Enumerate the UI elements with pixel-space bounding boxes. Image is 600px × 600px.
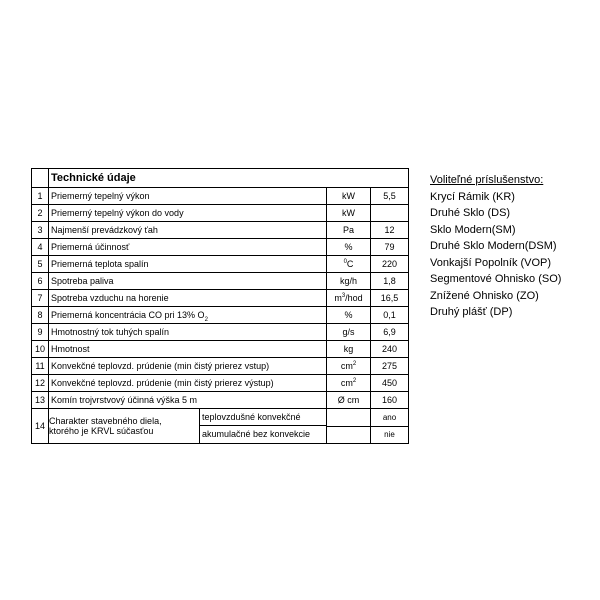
accessory-item: Druhý plášť (DP) (430, 306, 513, 318)
table-row (32, 409, 409, 444)
table-row (32, 273, 409, 290)
row-value: 0,1 (371, 307, 409, 324)
unit-rest: /hod (345, 293, 363, 303)
table-row (32, 290, 409, 307)
row-value: 160 (371, 392, 409, 409)
row-label: Priemerná účinnosť (49, 239, 327, 256)
row-label: Priemerná teplota spalín (49, 256, 327, 273)
row-unit (327, 409, 371, 444)
row-unit (327, 256, 371, 273)
value-no: nie (384, 429, 395, 439)
accessory-item: Vonkajší Popolník (VOP) (430, 256, 552, 269)
row-value: 16,5 (371, 290, 409, 307)
row-label (49, 409, 327, 444)
unit-superscript: 0 (343, 259, 347, 265)
row-value: 450 (371, 375, 409, 392)
table-row (32, 375, 409, 392)
row-unit: kg (327, 341, 371, 358)
table-row (32, 324, 409, 341)
table-row (32, 222, 409, 239)
unit-main: cm (340, 378, 353, 388)
row-number: 14 (32, 409, 49, 444)
row-label: Komín trojvrstvový účinná výška 5 m (49, 392, 327, 409)
row-label: Hmotnostný tok tuhých spalín (49, 324, 327, 341)
row-unit: kW (327, 188, 371, 205)
row-value: 220 (371, 256, 409, 273)
row-value: 6,9 (371, 324, 409, 341)
table-title-row (32, 169, 409, 188)
row-value (371, 409, 409, 444)
row-unit: % (327, 239, 371, 256)
row-unit: kg/h (327, 273, 371, 290)
row-label: Priemerný tepelný výkon do vody (49, 205, 327, 222)
unit-main: cm (340, 361, 353, 371)
row-label: Spotreba paliva (49, 273, 327, 290)
row-label: Hmotnost (49, 341, 327, 358)
row-number: 7 (32, 290, 49, 307)
row-unit: Ø cm (327, 392, 371, 409)
row-number: 13 (32, 392, 49, 409)
row-value (371, 205, 409, 222)
title-spacer (32, 169, 49, 188)
unit-superscript: 2 (352, 361, 357, 367)
row-number: 12 (32, 375, 49, 392)
row-number: 11 (32, 358, 49, 375)
row-label: Priemerný tepelný výkon (49, 188, 327, 205)
row-number: 4 (32, 239, 49, 256)
structure-options (200, 409, 326, 443)
table-row (32, 188, 409, 205)
row-value: 79 (371, 239, 409, 256)
value-yes: ano (371, 410, 408, 427)
row-number: 9 (32, 324, 49, 341)
unit-superscript: 2 (352, 378, 357, 384)
row-unit: Pa (327, 222, 371, 239)
accessory-item: Znížené Ohnisko (ZO) (430, 289, 539, 302)
accessories-title: Voliteľné príslušenstvo: (430, 174, 544, 186)
row-value: 1,8 (371, 273, 409, 290)
accessory-item: Krycí Rámik (KR) (430, 190, 515, 203)
row-number: 2 (32, 205, 49, 222)
row-number: 8 (32, 307, 49, 324)
unit-blank-top (327, 410, 370, 427)
row-unit: kW (327, 205, 371, 222)
accessories-list (430, 172, 561, 321)
row-label-text: Priemerná koncentrácia CO pri 13% O (51, 310, 205, 320)
structure-label-line2: ktorého je KRVL súčasťou (49, 426, 154, 436)
row-label: Spotreba vzduchu na horenie (49, 290, 327, 307)
table-row (32, 239, 409, 256)
row-label: Konvekčné teplovzd. prúdenie (min čistý prierez výstup) (49, 375, 327, 392)
table-row (32, 256, 409, 273)
row-value: 275 (371, 358, 409, 375)
row-label: Najmenší prevádzkový ťah (49, 222, 327, 239)
row-value: 240 (371, 341, 409, 358)
row-number: 5 (32, 256, 49, 273)
accessory-item: Segmentové Ohnisko (SO) (430, 273, 562, 285)
row-number: 10 (32, 341, 49, 358)
row-unit (327, 375, 371, 392)
table-row (32, 358, 409, 375)
row-label: Konvekčné teplovzd. prúdenie (min čistý prierez vstup) (49, 358, 327, 375)
table-title: Technické údaje (49, 169, 409, 188)
table-row (32, 307, 409, 324)
row-unit: % (327, 307, 371, 324)
row-value: 5,5 (371, 188, 409, 205)
accessory-item: Druhé Sklo Modern(DSM) (430, 240, 557, 252)
table-row (32, 341, 409, 358)
row-number: 3 (32, 222, 49, 239)
row-label (49, 307, 327, 324)
unit-main: C (346, 259, 354, 269)
option-convective: teplovzdušné konvekčné (200, 409, 326, 426)
row-label-subscript: 2 (204, 316, 208, 323)
structure-character-label (49, 409, 200, 443)
option-accumulative: akumulačné bez konvekcie (202, 429, 311, 439)
accessory-item: Sklo Modern(SM) (430, 223, 516, 236)
unit-blank-bottom (327, 427, 370, 443)
table-row (32, 205, 409, 222)
row-unit (327, 290, 371, 307)
unit-superscript: 3 (341, 293, 346, 299)
row-value: 12 (371, 222, 409, 239)
row-number: 6 (32, 273, 49, 290)
row-unit: g/s (327, 324, 371, 341)
row-number: 1 (32, 188, 49, 205)
accessory-item: Druhé Sklo (DS) (430, 207, 511, 219)
row-unit (327, 358, 371, 375)
structure-label-line1: Charakter stavebného diela, (49, 416, 162, 426)
technical-data-table (31, 168, 409, 444)
table-row (32, 392, 409, 409)
unit-main: m (334, 293, 342, 303)
